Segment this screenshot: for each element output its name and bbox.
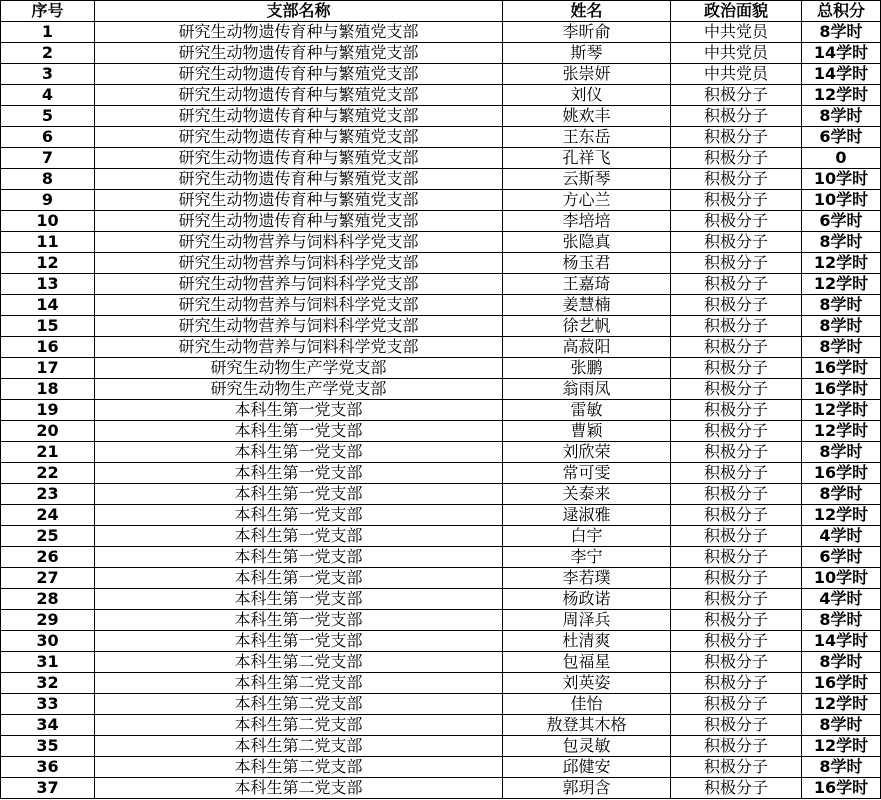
cell-serial-number: 12 xyxy=(1,253,95,274)
cell-political-status: 积极分子 xyxy=(671,694,802,715)
table-row xyxy=(1,211,881,232)
cell-serial-number: 33 xyxy=(1,694,95,715)
cell-total-points: 8学时 xyxy=(802,610,881,631)
cell-total-points: 4学时 xyxy=(802,589,881,610)
cell-political-status: 积极分子 xyxy=(671,589,802,610)
cell-person-name: 包福星 xyxy=(503,652,671,673)
table-body xyxy=(1,22,881,799)
cell-branch-name: 本科生第一党支部 xyxy=(95,484,503,505)
cell-serial-number: 2 xyxy=(1,43,95,64)
cell-serial-number: 5 xyxy=(1,106,95,127)
cell-serial-number: 27 xyxy=(1,568,95,589)
header-serial-number: 序号 xyxy=(1,1,95,22)
cell-person-name: 李培培 xyxy=(503,211,671,232)
cell-branch-name: 本科生第二党支部 xyxy=(95,757,503,778)
cell-branch-name: 本科生第二党支部 xyxy=(95,652,503,673)
cell-total-points: 6学时 xyxy=(802,127,881,148)
table-row xyxy=(1,232,881,253)
cell-serial-number: 23 xyxy=(1,484,95,505)
cell-person-name: 孔祥飞 xyxy=(503,148,671,169)
cell-total-points: 10学时 xyxy=(802,568,881,589)
cell-branch-name: 本科生第二党支部 xyxy=(95,694,503,715)
table-row xyxy=(1,295,881,316)
cell-political-status: 积极分子 xyxy=(671,358,802,379)
cell-person-name: 逯淑雅 xyxy=(503,505,671,526)
cell-serial-number: 10 xyxy=(1,211,95,232)
cell-political-status: 积极分子 xyxy=(671,757,802,778)
cell-branch-name: 研究生动物遗传育种与繁殖党支部 xyxy=(95,190,503,211)
table-row xyxy=(1,463,881,484)
table-row xyxy=(1,106,881,127)
table-row xyxy=(1,505,881,526)
cell-total-points: 8学时 xyxy=(802,106,881,127)
cell-serial-number: 19 xyxy=(1,400,95,421)
table-row xyxy=(1,127,881,148)
cell-person-name: 周泽兵 xyxy=(503,610,671,631)
table-row xyxy=(1,316,881,337)
table-row xyxy=(1,547,881,568)
cell-political-status: 中共党员 xyxy=(671,43,802,64)
cell-serial-number: 13 xyxy=(1,274,95,295)
cell-political-status: 积极分子 xyxy=(671,505,802,526)
cell-branch-name: 本科生第一党支部 xyxy=(95,547,503,568)
cell-political-status: 积极分子 xyxy=(671,190,802,211)
cell-branch-name: 本科生第一党支部 xyxy=(95,442,503,463)
cell-serial-number: 35 xyxy=(1,736,95,757)
cell-total-points: 8学时 xyxy=(802,652,881,673)
cell-branch-name: 本科生第一党支部 xyxy=(95,505,503,526)
cell-serial-number: 7 xyxy=(1,148,95,169)
cell-person-name: 关泰来 xyxy=(503,484,671,505)
cell-person-name: 徐艺帆 xyxy=(503,316,671,337)
cell-branch-name: 研究生动物遗传育种与繁殖党支部 xyxy=(95,22,503,43)
cell-serial-number: 37 xyxy=(1,778,95,799)
cell-total-points: 10学时 xyxy=(802,190,881,211)
cell-serial-number: 11 xyxy=(1,232,95,253)
cell-serial-number: 21 xyxy=(1,442,95,463)
table-row xyxy=(1,757,881,778)
cell-branch-name: 本科生第一党支部 xyxy=(95,463,503,484)
cell-branch-name: 研究生动物遗传育种与繁殖党支部 xyxy=(95,64,503,85)
cell-branch-name: 研究生动物遗传育种与繁殖党支部 xyxy=(95,148,503,169)
cell-serial-number: 4 xyxy=(1,85,95,106)
header-total-points: 总积分 xyxy=(802,1,881,22)
cell-branch-name: 本科生第一党支部 xyxy=(95,568,503,589)
cell-branch-name: 研究生动物营养与饲料科学党支部 xyxy=(95,274,503,295)
cell-person-name: 云斯琴 xyxy=(503,169,671,190)
cell-serial-number: 8 xyxy=(1,169,95,190)
cell-political-status: 积极分子 xyxy=(671,631,802,652)
cell-serial-number: 29 xyxy=(1,610,95,631)
cell-political-status: 积极分子 xyxy=(671,736,802,757)
table-row xyxy=(1,85,881,106)
cell-total-points: 12学时 xyxy=(802,253,881,274)
cell-political-status: 积极分子 xyxy=(671,400,802,421)
cell-political-status: 积极分子 xyxy=(671,232,802,253)
table-row xyxy=(1,64,881,85)
cell-total-points: 6学时 xyxy=(802,211,881,232)
cell-total-points: 16学时 xyxy=(802,778,881,799)
table-row xyxy=(1,22,881,43)
cell-political-status: 积极分子 xyxy=(671,127,802,148)
cell-total-points: 12学时 xyxy=(802,694,881,715)
header-political-status: 政治面貌 xyxy=(671,1,802,22)
table-row xyxy=(1,253,881,274)
cell-total-points: 0 xyxy=(802,148,881,169)
cell-branch-name: 研究生动物生产学党支部 xyxy=(95,358,503,379)
cell-person-name: 李若璞 xyxy=(503,568,671,589)
cell-person-name: 杜清爽 xyxy=(503,631,671,652)
table-row xyxy=(1,778,881,799)
cell-total-points: 8学时 xyxy=(802,337,881,358)
cell-person-name: 杨政诺 xyxy=(503,589,671,610)
cell-total-points: 12学时 xyxy=(802,274,881,295)
cell-branch-name: 研究生动物遗传育种与繁殖党支部 xyxy=(95,211,503,232)
cell-total-points: 12学时 xyxy=(802,85,881,106)
cell-total-points: 8学时 xyxy=(802,316,881,337)
table-row xyxy=(1,190,881,211)
cell-branch-name: 研究生动物营养与饲料科学党支部 xyxy=(95,337,503,358)
table-row xyxy=(1,169,881,190)
cell-person-name: 姜慧楠 xyxy=(503,295,671,316)
cell-person-name: 郭玥含 xyxy=(503,778,671,799)
cell-person-name: 李昕俞 xyxy=(503,22,671,43)
cell-branch-name: 本科生第一党支部 xyxy=(95,610,503,631)
table-row xyxy=(1,652,881,673)
cell-branch-name: 本科生第二党支部 xyxy=(95,673,503,694)
cell-total-points: 8学时 xyxy=(802,484,881,505)
cell-total-points: 14学时 xyxy=(802,64,881,85)
cell-political-status: 积极分子 xyxy=(671,652,802,673)
cell-political-status: 积极分子 xyxy=(671,211,802,232)
cell-total-points: 10学时 xyxy=(802,169,881,190)
cell-total-points: 14学时 xyxy=(802,631,881,652)
cell-political-status: 积极分子 xyxy=(671,463,802,484)
cell-person-name: 李宁 xyxy=(503,547,671,568)
table-row xyxy=(1,568,881,589)
cell-political-status: 积极分子 xyxy=(671,316,802,337)
header-branch-name: 支部名称 xyxy=(95,1,503,22)
table-row xyxy=(1,400,881,421)
cell-person-name: 张崇妍 xyxy=(503,64,671,85)
cell-person-name: 刘英姿 xyxy=(503,673,671,694)
cell-political-status: 积极分子 xyxy=(671,379,802,400)
cell-person-name: 斯琴 xyxy=(503,43,671,64)
cell-person-name: 包灵敏 xyxy=(503,736,671,757)
table-row xyxy=(1,715,881,736)
table-row xyxy=(1,421,881,442)
cell-branch-name: 本科生第一党支部 xyxy=(95,400,503,421)
cell-person-name: 雷敏 xyxy=(503,400,671,421)
cell-serial-number: 28 xyxy=(1,589,95,610)
cell-serial-number: 32 xyxy=(1,673,95,694)
cell-person-name: 敖登其木格 xyxy=(503,715,671,736)
cell-serial-number: 25 xyxy=(1,526,95,547)
table-row xyxy=(1,589,881,610)
header-person-name: 姓名 xyxy=(503,1,671,22)
cell-person-name: 王东岳 xyxy=(503,127,671,148)
cell-total-points: 8学时 xyxy=(802,295,881,316)
table-row xyxy=(1,631,881,652)
cell-total-points: 8学时 xyxy=(802,232,881,253)
cell-political-status: 积极分子 xyxy=(671,295,802,316)
cell-person-name: 高菽阳 xyxy=(503,337,671,358)
cell-serial-number: 17 xyxy=(1,358,95,379)
cell-political-status: 积极分子 xyxy=(671,169,802,190)
cell-branch-name: 研究生动物遗传育种与繁殖党支部 xyxy=(95,43,503,64)
cell-total-points: 12学时 xyxy=(802,421,881,442)
cell-political-status: 积极分子 xyxy=(671,673,802,694)
header-row xyxy=(1,1,881,22)
cell-serial-number: 16 xyxy=(1,337,95,358)
cell-total-points: 12学时 xyxy=(802,505,881,526)
table-row xyxy=(1,526,881,547)
cell-political-status: 积极分子 xyxy=(671,610,802,631)
cell-branch-name: 研究生动物营养与饲料科学党支部 xyxy=(95,316,503,337)
table-row xyxy=(1,610,881,631)
cell-serial-number: 36 xyxy=(1,757,95,778)
cell-political-status: 积极分子 xyxy=(671,337,802,358)
cell-branch-name: 研究生动物营养与饲料科学党支部 xyxy=(95,295,503,316)
cell-political-status: 积极分子 xyxy=(671,568,802,589)
cell-branch-name: 研究生动物遗传育种与繁殖党支部 xyxy=(95,85,503,106)
cell-serial-number: 1 xyxy=(1,22,95,43)
cell-person-name: 王嘉琦 xyxy=(503,274,671,295)
cell-person-name: 常可雯 xyxy=(503,463,671,484)
cell-serial-number: 30 xyxy=(1,631,95,652)
cell-total-points: 6学时 xyxy=(802,547,881,568)
cell-person-name: 曹颖 xyxy=(503,421,671,442)
cell-person-name: 张隐真 xyxy=(503,232,671,253)
cell-person-name: 刘欣荣 xyxy=(503,442,671,463)
cell-person-name: 佳怡 xyxy=(503,694,671,715)
cell-serial-number: 9 xyxy=(1,190,95,211)
cell-total-points: 8学时 xyxy=(802,715,881,736)
cell-political-status: 积极分子 xyxy=(671,253,802,274)
cell-political-status: 积极分子 xyxy=(671,442,802,463)
cell-branch-name: 本科生第二党支部 xyxy=(95,778,503,799)
cell-total-points: 8学时 xyxy=(802,757,881,778)
cell-serial-number: 31 xyxy=(1,652,95,673)
cell-branch-name: 研究生动物营养与饲料科学党支部 xyxy=(95,253,503,274)
table-row xyxy=(1,274,881,295)
table-row xyxy=(1,694,881,715)
cell-total-points: 14学时 xyxy=(802,43,881,64)
cell-political-status: 积极分子 xyxy=(671,484,802,505)
cell-serial-number: 34 xyxy=(1,715,95,736)
cell-serial-number: 22 xyxy=(1,463,95,484)
cell-political-status: 积极分子 xyxy=(671,778,802,799)
cell-person-name: 方心兰 xyxy=(503,190,671,211)
cell-political-status: 中共党员 xyxy=(671,64,802,85)
cell-political-status: 积极分子 xyxy=(671,106,802,127)
table-row xyxy=(1,442,881,463)
cell-total-points: 16学时 xyxy=(802,358,881,379)
table-row xyxy=(1,337,881,358)
cell-person-name: 刘仪 xyxy=(503,85,671,106)
cell-serial-number: 26 xyxy=(1,547,95,568)
cell-political-status: 中共党员 xyxy=(671,22,802,43)
cell-serial-number: 14 xyxy=(1,295,95,316)
cell-total-points: 4学时 xyxy=(802,526,881,547)
cell-person-name: 张鹏 xyxy=(503,358,671,379)
cell-branch-name: 研究生动物营养与饲料科学党支部 xyxy=(95,232,503,253)
cell-total-points: 12学时 xyxy=(802,736,881,757)
cell-political-status: 积极分子 xyxy=(671,148,802,169)
cell-serial-number: 18 xyxy=(1,379,95,400)
cell-political-status: 积极分子 xyxy=(671,85,802,106)
cell-serial-number: 20 xyxy=(1,421,95,442)
cell-total-points: 8学时 xyxy=(802,22,881,43)
cell-branch-name: 本科生第一党支部 xyxy=(95,421,503,442)
table-row xyxy=(1,148,881,169)
cell-total-points: 16学时 xyxy=(802,379,881,400)
cell-branch-name: 研究生动物遗传育种与繁殖党支部 xyxy=(95,169,503,190)
table-row xyxy=(1,736,881,757)
cell-branch-name: 研究生动物生产学党支部 xyxy=(95,379,503,400)
table-row xyxy=(1,673,881,694)
cell-branch-name: 本科生第二党支部 xyxy=(95,736,503,757)
cell-person-name: 白宇 xyxy=(503,526,671,547)
cell-serial-number: 3 xyxy=(1,64,95,85)
cell-total-points: 16学时 xyxy=(802,463,881,484)
cell-political-status: 积极分子 xyxy=(671,715,802,736)
cell-serial-number: 24 xyxy=(1,505,95,526)
cell-political-status: 积极分子 xyxy=(671,547,802,568)
cell-serial-number: 6 xyxy=(1,127,95,148)
cell-person-name: 杨玉君 xyxy=(503,253,671,274)
cell-branch-name: 本科生第二党支部 xyxy=(95,715,503,736)
cell-total-points: 12学时 xyxy=(802,400,881,421)
table-row xyxy=(1,358,881,379)
cell-political-status: 积极分子 xyxy=(671,526,802,547)
cell-branch-name: 本科生第一党支部 xyxy=(95,526,503,547)
cell-political-status: 积极分子 xyxy=(671,421,802,442)
cell-serial-number: 15 xyxy=(1,316,95,337)
cell-branch-name: 研究生动物遗传育种与繁殖党支部 xyxy=(95,106,503,127)
cell-person-name: 邱健安 xyxy=(503,757,671,778)
cell-person-name: 翁雨凤 xyxy=(503,379,671,400)
cell-political-status: 积极分子 xyxy=(671,274,802,295)
table-row xyxy=(1,43,881,64)
table-row xyxy=(1,484,881,505)
table-row xyxy=(1,379,881,400)
cell-person-name: 姚欢丰 xyxy=(503,106,671,127)
cell-branch-name: 研究生动物遗传育种与繁殖党支部 xyxy=(95,127,503,148)
cell-total-points: 16学时 xyxy=(802,673,881,694)
cell-branch-name: 本科生第一党支部 xyxy=(95,631,503,652)
cell-total-points: 8学时 xyxy=(802,442,881,463)
cell-branch-name: 本科生第一党支部 xyxy=(95,589,503,610)
